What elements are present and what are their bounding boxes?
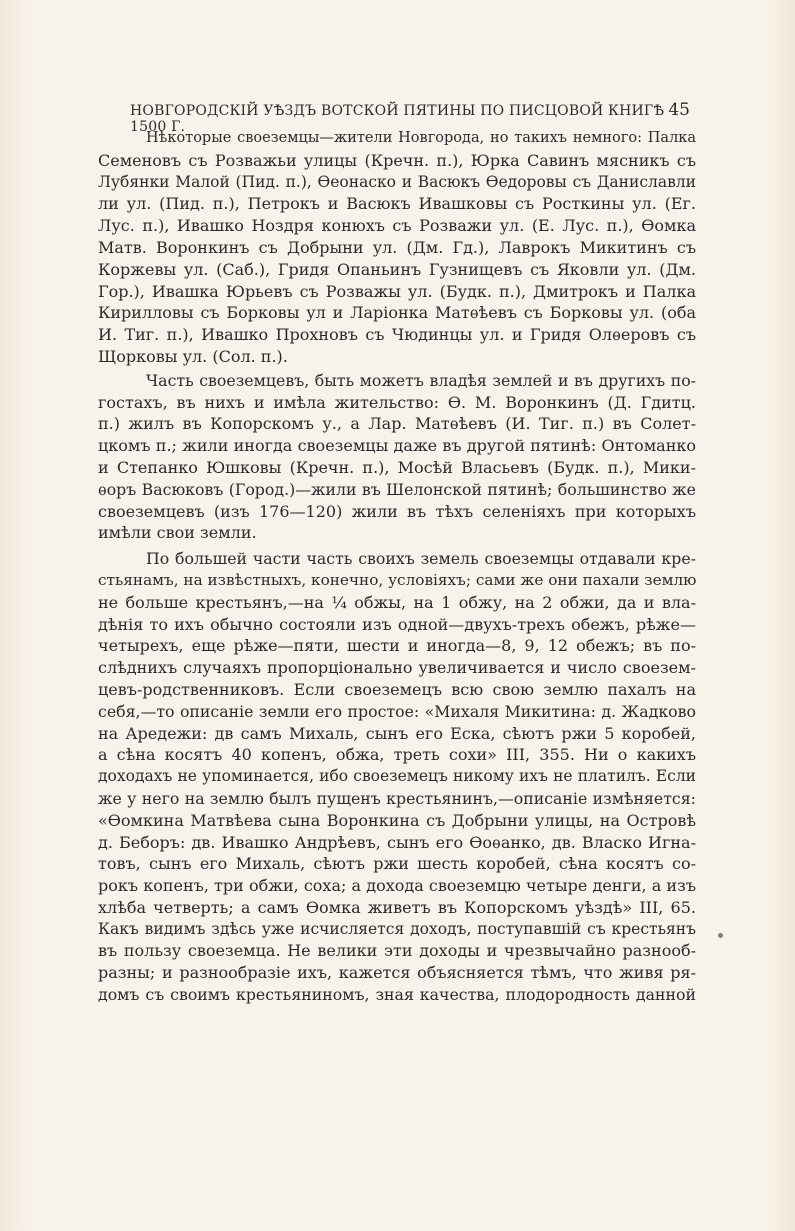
text-line: рокъ копенъ, три обжи, соха; а дохода своеземцю четыре денги, а изъ bbox=[98, 876, 696, 896]
text-line: хлѣба четверть; а самъ Ѳомка живетъ въ Копорскомъ уѣздѣ» III, 65. bbox=[98, 897, 696, 917]
text-line: же у него на землю былъ пущенъ крестьянинъ,—описаніе измѣняется: bbox=[98, 788, 696, 808]
paragraph-1 bbox=[98, 128, 696, 368]
text-line: на Аредежи: дв самъ Михаль, сынъ его Еска, сѣютъ ржи 5 коробей, bbox=[98, 723, 696, 743]
text-line: По большей части часть своихъ земель своеземцы отдавали кре- bbox=[146, 549, 696, 569]
text-line: слѣднихъ случаяхъ пропорціонально увеличивается и число своезем- bbox=[98, 658, 696, 678]
text-line: товъ, сынъ его Михаль, сѣютъ ржи шесть коробей, сѣна косятъ со- bbox=[98, 854, 696, 874]
text-line: Какъ видимъ здѣсь уже исчисляется доходъ, поступавшій съ крестьянъ bbox=[98, 919, 696, 938]
text-line: д. Беборъ: дв. Ивашко Андрѣевъ, сынъ его Ѳоѳанко, дв. Влaско Игна- bbox=[98, 832, 696, 852]
text-line: Нѣкоторые своеземцы—жители Новгорода, но такихъ немного: Палка bbox=[146, 130, 696, 146]
page-number: 45 bbox=[668, 100, 690, 120]
text-line: Коржевы ул. (Саб.), Гридя Опаньинъ Гузнищевъ съ Яковли ул. (Дм. bbox=[98, 259, 696, 279]
text-line: и Степанко Юшковы (Кречн. п.), Мосѣй Власьевъ (Будк. п.), Мики- bbox=[98, 457, 696, 477]
text-line: а сѣна косятъ 40 копенъ, обжа, треть сохи» III, 355. Ни о какихъ bbox=[98, 745, 696, 765]
text-line: домъ съ своимъ крестьяниномъ, зная качества, плодородность данной bbox=[98, 985, 696, 1005]
paragraph-2 bbox=[98, 370, 696, 544]
text-line: цкомъ п.; жили иногда своеземцы даже въ другой пятинѣ: Онтоманко bbox=[98, 436, 696, 456]
text-line: цевъ-родственниковъ. Если своеземецъ всю свою землю пахалъ на bbox=[98, 679, 696, 699]
text-line: Лубянки Малой (Пид. п.), Ѳеонаско и Васюкъ Ѳедоровы съ Даниславли bbox=[98, 172, 696, 191]
text-line: ли ул. (Пид. п.), Петрокъ и Васюкъ Ивашковы съ Росткины ул. (Ег. bbox=[98, 194, 696, 214]
paragraph-3 bbox=[98, 548, 696, 1006]
text-line: п.) жилъ въ Копорскомъ у., а Лар. Матѳѣевъ (И. Тиг. п.) въ Солет- bbox=[98, 414, 696, 434]
text-line: дѣнія то ихъ обычно состояли изъ одной—двухъ-трехъ обежъ, рѣже— bbox=[98, 614, 696, 634]
text-line: Лус. п.), Ивашко Ноздря конюхъ съ Розважи ул. (Е. Лус. п.), Ѳомка bbox=[98, 216, 696, 236]
text-line: Семеновъ съ Розважьи улицы (Кречн. п.), Юрка Савинъ мясникъ съ bbox=[98, 150, 696, 170]
text-line: въ пользу своеземца. Не велики эти доходы и чрезвычайно разнооб- bbox=[98, 941, 696, 961]
text-line: гостахъ, въ нихъ и имѣла жительство: Ѳ. М. Воронкинъ (Д. Гдитц. bbox=[98, 392, 696, 412]
text-line: ѳоръ Васюковъ (Город.)—жили въ Шелонской пятинѣ; большинство же bbox=[98, 479, 696, 499]
text-line: Гор.), Ивашка Юрьевъ съ Розважы ул. (Будк. п.), Дмитрокъ и Палка bbox=[98, 281, 696, 301]
text-line: доходахъ не упоминается, ибо своеземецъ никому ихъ не платилъ. Если bbox=[98, 767, 696, 786]
text-line: Матв. Воронкинъ съ Добрыни ул. (Дм. Гд.), Лаврокъ Микитинъ съ bbox=[98, 237, 696, 257]
running-title: НОВГОРОДСКІЙ УѢЗДЪ ВОТСКОЙ ПЯТИНЫ ПО ПИСЦОВОЙ КНИГѢ 1500 Г. bbox=[130, 103, 665, 135]
text-line: стьянамъ, на извѣстныхъ, конечно, условіяхъ; сами же они пахали землю bbox=[98, 570, 697, 589]
text-line: себя,—то описаніе земли его простое: «Михаля Микитина: д. Жадково bbox=[98, 701, 696, 721]
text-line: Кирилловы съ Борковы ул и Ларіонка Матѳѣевъ съ Борковы ул. (оба bbox=[98, 303, 696, 323]
text-line: Часть своеземцевъ, быть можетъ владѣя землей и въ другихъ по- bbox=[146, 370, 696, 390]
text-line: своеземцевъ (изъ 176—120) жили въ тѣхъ селеніяхъ при которыхъ bbox=[98, 501, 696, 521]
page-body bbox=[98, 128, 696, 1006]
text-line: разны; и разнообразіе ихъ, кажется объясняется тѣмъ, что живя ря- bbox=[98, 963, 696, 983]
text-line: «Ѳомкина Матвѣева сына Воронкина съ Добрыни улицы, на Островѣ bbox=[98, 810, 696, 830]
text-line: имѣли свои земли. bbox=[98, 523, 257, 543]
text-line: четырехъ, еще рѣже—пяти, шести и иногда—8, 9, 12 обежъ; въ по- bbox=[98, 636, 696, 656]
text-line: И. Тиг. п.), Ивашко Прохновъ съ Чюдинцы ул. и Гридя Олѳеровъ съ bbox=[98, 325, 696, 345]
text-line: Щорковы ул. (Сол. п.). bbox=[98, 346, 288, 366]
margin-mark bbox=[718, 933, 723, 938]
text-line: не больше крестьянъ,—на ¼ обжы, на 1 обжу, на 2 обжи, да и вла- bbox=[98, 592, 696, 612]
